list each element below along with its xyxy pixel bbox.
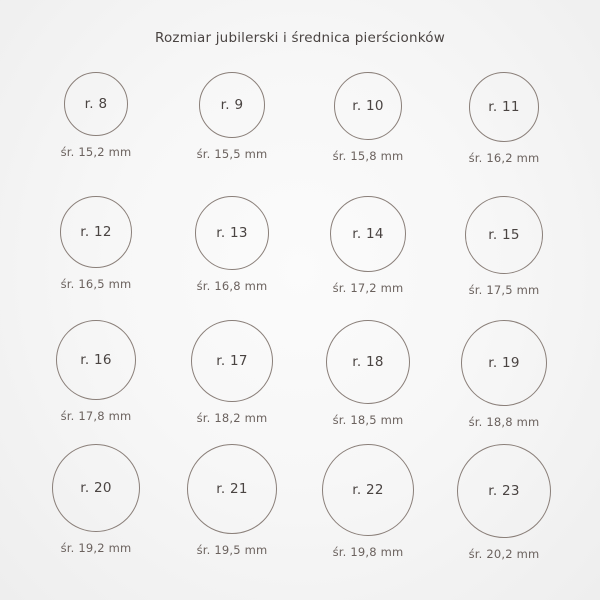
ring-cell <box>164 196 300 320</box>
ring-cell <box>436 196 572 320</box>
ring-cell <box>300 320 436 444</box>
ring-diameter-label: śr. 16,5 mm <box>60 277 132 291</box>
ring-diameter-label: śr. 16,8 mm <box>196 279 268 293</box>
ring-cell <box>300 72 436 196</box>
ring-diameter-label: śr. 18,5 mm <box>332 413 404 427</box>
ring-cell <box>300 444 436 568</box>
ring-grid <box>28 72 572 568</box>
ring-size-label: r. 8 <box>84 96 108 112</box>
ring-size-label: r. 10 <box>352 98 384 114</box>
ring-circle <box>334 72 402 140</box>
ring-diameter-label: śr. 20,2 mm <box>468 547 540 561</box>
ring-size-label: r. 15 <box>488 227 520 243</box>
ring-cell <box>28 444 164 568</box>
ring-circle <box>199 72 265 138</box>
ring-circle <box>469 72 539 142</box>
ring-diameter-label: śr. 17,2 mm <box>332 281 404 295</box>
ring-size-label: r. 14 <box>352 226 384 242</box>
ring-size-label: r. 16 <box>80 352 112 368</box>
ring-circle <box>191 320 273 402</box>
ring-circle <box>330 196 406 272</box>
ring-cell <box>436 72 572 196</box>
ring-circle <box>52 444 140 532</box>
ring-size-label: r. 9 <box>220 97 244 113</box>
ring-circle <box>326 320 410 404</box>
ring-size-label: r. 11 <box>488 99 520 115</box>
ring-circle <box>195 196 269 270</box>
ring-circle <box>64 72 128 136</box>
ring-cell <box>300 196 436 320</box>
ring-cell <box>28 196 164 320</box>
ring-cell <box>436 444 572 568</box>
ring-circle <box>457 444 551 538</box>
ring-circle <box>56 320 136 400</box>
ring-diameter-label: śr. 19,5 mm <box>196 543 268 557</box>
ring-size-label: r. 18 <box>352 354 384 370</box>
ring-diameter-label: śr. 18,8 mm <box>468 415 540 429</box>
ring-cell <box>164 320 300 444</box>
ring-size-label: r. 19 <box>488 355 520 371</box>
ring-size-label: r. 17 <box>216 353 248 369</box>
ring-circle <box>187 444 277 534</box>
ring-size-label: r. 23 <box>488 483 520 499</box>
ring-cell <box>28 72 164 196</box>
ring-diameter-label: śr. 19,2 mm <box>60 541 132 555</box>
page-title: Rozmiar jubilerski i średnica pierścionków <box>155 30 445 46</box>
ring-cell <box>164 72 300 196</box>
ring-diameter-label: śr. 16,2 mm <box>468 151 540 165</box>
ring-diameter-label: śr. 18,2 mm <box>196 411 268 425</box>
ring-circle <box>461 320 547 406</box>
ring-circle <box>322 444 414 536</box>
ring-size-label: r. 12 <box>80 224 112 240</box>
ring-cell <box>28 320 164 444</box>
ring-size-label: r. 13 <box>216 225 248 241</box>
ring-diameter-label: śr. 17,5 mm <box>468 283 540 297</box>
ring-diameter-label: śr. 15,8 mm <box>332 149 404 163</box>
ring-diameter-label: śr. 19,8 mm <box>332 545 404 559</box>
ring-size-label: r. 21 <box>216 481 248 497</box>
ring-diameter-label: śr. 15,5 mm <box>196 147 268 161</box>
ring-cell <box>164 444 300 568</box>
ring-cell <box>436 320 572 444</box>
ring-diameter-label: śr. 15,2 mm <box>60 145 132 159</box>
ring-size-label: r. 22 <box>352 482 384 498</box>
ring-size-label: r. 20 <box>80 480 112 496</box>
ring-circle <box>60 196 132 268</box>
ring-circle <box>465 196 543 274</box>
ring-diameter-label: śr. 17,8 mm <box>60 409 132 423</box>
